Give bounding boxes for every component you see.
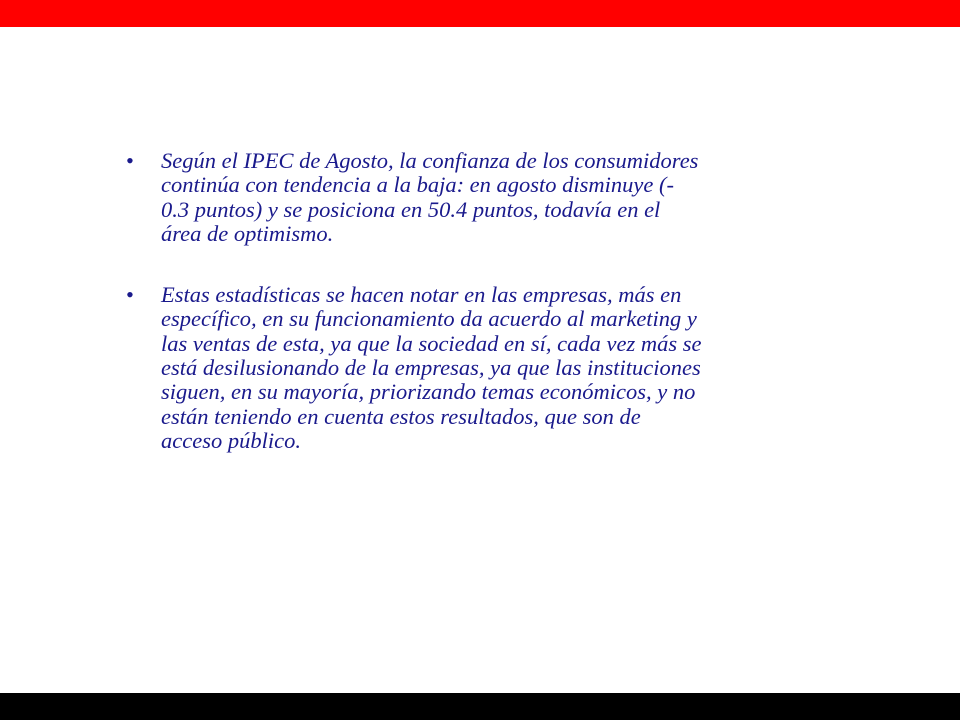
bullet-icon: • bbox=[126, 148, 134, 173]
bullet-line: específico, en su funcionamiento da acuerdo al marketing y bbox=[161, 306, 697, 332]
bullet-line: Estas estadísticas se hacen notar en las empresas, más en bbox=[161, 282, 682, 308]
bullet-line: Según el IPEC de Agosto, la confianza de los consumidores bbox=[161, 148, 699, 173]
bullet-line: acceso público. bbox=[161, 427, 301, 453]
bullet-line: las ventas de esta, ya que la sociedad en sí, cada vez más se bbox=[161, 330, 702, 356]
bullet-item-ipec bbox=[126, 149, 816, 246]
slide-content bbox=[126, 149, 816, 490]
bullet-line: siguen, en su mayoría, priorizando temas económicos, y no bbox=[161, 379, 696, 405]
top-red-bar bbox=[0, 0, 960, 27]
bullet-line: están teniendo en cuenta estos resultados, que son de bbox=[161, 403, 641, 429]
bullet-item-estadisticas bbox=[126, 283, 816, 453]
bullet-line: está desilusionando de la empresas, ya que las instituciones bbox=[161, 355, 701, 381]
bullet-line: 0.3 puntos) y se posiciona en 50.4 puntos, todavía en el bbox=[161, 196, 661, 222]
bullet-line: continúa con tendencia a la baja: en agosto disminuye (- bbox=[161, 172, 675, 198]
bullet-line: área de optimismo. bbox=[161, 220, 334, 246]
bullet-icon: • bbox=[126, 282, 134, 308]
bottom-black-bar bbox=[0, 693, 960, 720]
